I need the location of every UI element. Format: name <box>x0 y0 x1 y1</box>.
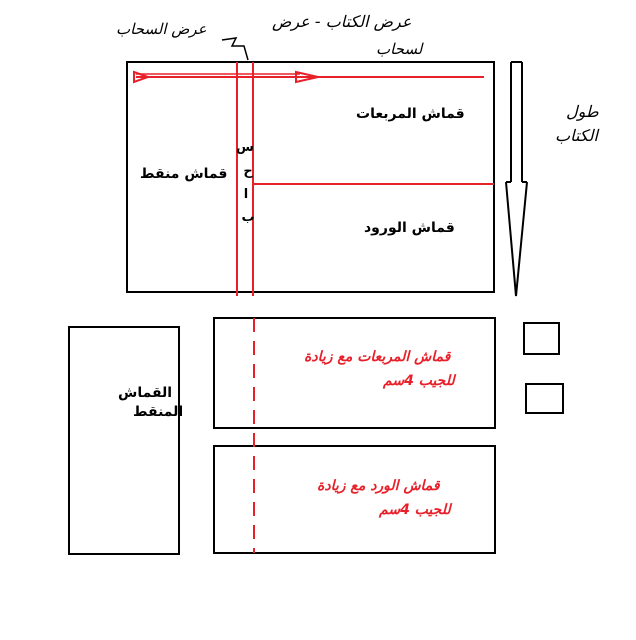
squares-piece-label-line1: قماش المربعات مع زيادة <box>304 349 451 365</box>
length-arrow-head <box>506 182 527 296</box>
cover-length-label-line1: طول <box>566 102 599 121</box>
small-square-2 <box>526 384 563 413</box>
dotted-fabric-label: قماش منقط <box>140 166 228 182</box>
roses-piece-label-line1: قماش الورد مع زيادة <box>317 478 440 494</box>
roses-piece-label-line2: للجيب 4سم <box>379 502 451 518</box>
cover-width-label-line2: لسحاب <box>376 40 423 58</box>
zip-vertical-letter-1: س <box>236 140 254 155</box>
squares-piece-label-line2: للجيب 4سم <box>383 373 455 389</box>
cover-width-label-line1: عرض الكتاب - عرض <box>272 12 412 31</box>
dotted-piece-label-line1: القماش <box>118 385 173 401</box>
zip-width-pointer <box>222 38 248 60</box>
zip-vertical-letter-4: ب <box>241 210 255 225</box>
roses-fabric-label: قماش الورود <box>364 220 455 236</box>
small-square-1 <box>524 323 559 354</box>
zip-vertical-letter-2: ح <box>243 164 253 179</box>
zip-vertical-letter-3: ا <box>243 187 249 202</box>
squares-fabric-label: قماش المربعات <box>356 106 465 122</box>
zip-width-label: عرض السحاب <box>116 20 207 38</box>
dotted-piece-outline <box>69 327 179 554</box>
dotted-piece-label-line2: المنقط <box>133 404 184 420</box>
roses-piece-outline <box>214 446 495 553</box>
cover-length-label-line2: الكتاب <box>555 126 598 145</box>
